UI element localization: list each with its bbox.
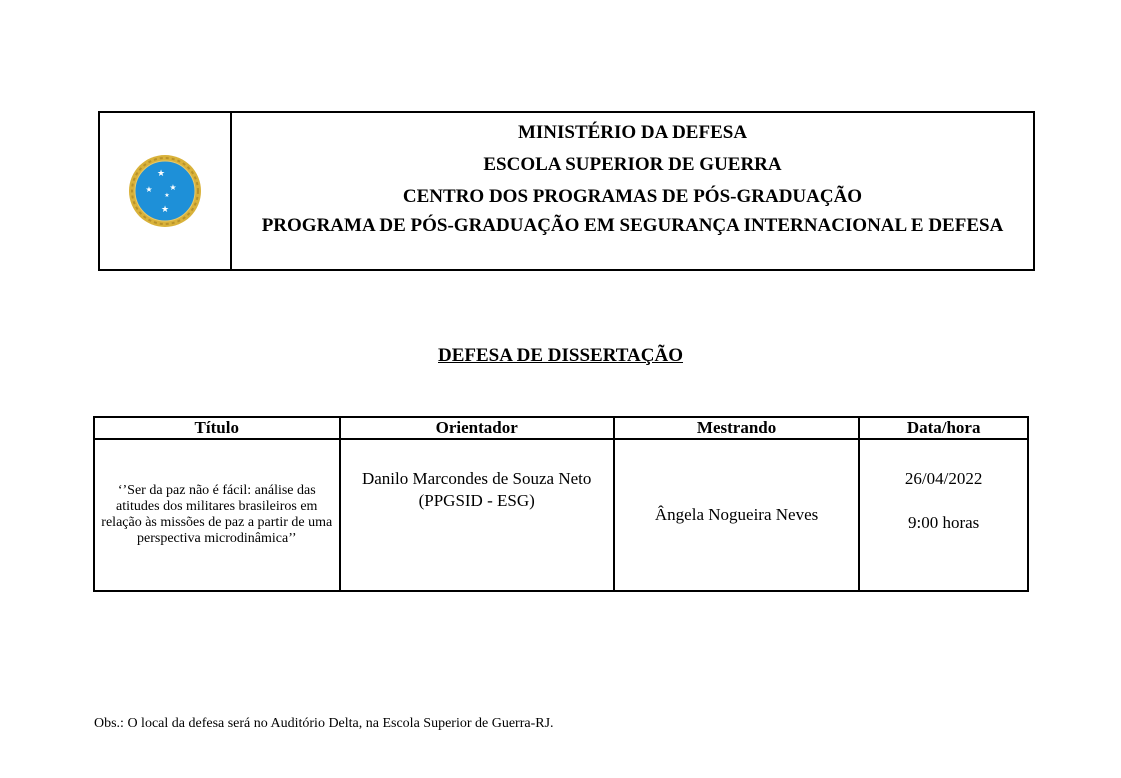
section-title xyxy=(0,345,1121,367)
table-header-row xyxy=(94,417,1028,439)
table-row xyxy=(94,439,1028,591)
svg-text:★: ★ xyxy=(145,185,153,194)
svg-text:★: ★ xyxy=(169,183,177,192)
header-mestrando: Mestrando xyxy=(614,417,859,439)
header-program: PROGRAMA DE PÓS-GRADUAÇÃO EM SEGURANÇA INTERNACIONAL E DEFESA xyxy=(261,215,1004,236)
esg-emblem-icon xyxy=(127,153,203,229)
svg-text:★: ★ xyxy=(160,205,170,215)
header-box xyxy=(98,111,1035,271)
hora-value: 9:00 horas xyxy=(908,513,980,532)
section-title-text: DEFESA DE DISSERTAÇÃO xyxy=(438,345,683,366)
svg-text:★: ★ xyxy=(164,192,170,199)
logo-cell xyxy=(100,113,232,269)
orientador-affiliation: (PPGSID - ESG) xyxy=(418,491,535,510)
header-orientador: Orientador xyxy=(340,417,614,439)
header-school: ESCOLA SUPERIOR DE GUERRA xyxy=(483,154,782,175)
cell-data-hora xyxy=(859,439,1028,591)
obs-note: Obs.: O local da defesa será no Auditório Delta, na Escola Superior de Guerra-RJ. xyxy=(94,716,554,731)
header-center: CENTRO DOS PROGRAMAS DE PÓS-GRADUAÇÃO xyxy=(402,186,863,207)
header-data-hora: Data/hora xyxy=(859,417,1028,439)
cell-orientador xyxy=(340,439,614,591)
data-value: 26/04/2022 xyxy=(904,469,983,488)
defesa-table xyxy=(93,416,1029,592)
cell-mestrando: Ângela Nogueira Neves xyxy=(614,439,859,591)
svg-text:★: ★ xyxy=(156,169,166,179)
cell-titulo: ‘’Ser da paz não é fácil: análise das atitudes dos militares brasileiros em relação às missões de paz a partir de uma perspectiva microdinâmica’’ xyxy=(94,439,340,591)
header-ministry: MINISTÉRIO DA DEFESA xyxy=(517,122,748,143)
header-titulo: Título xyxy=(94,417,340,439)
orientador-name: Danilo Marcondes de Souza Neto xyxy=(361,469,592,488)
header-text xyxy=(232,113,1033,269)
